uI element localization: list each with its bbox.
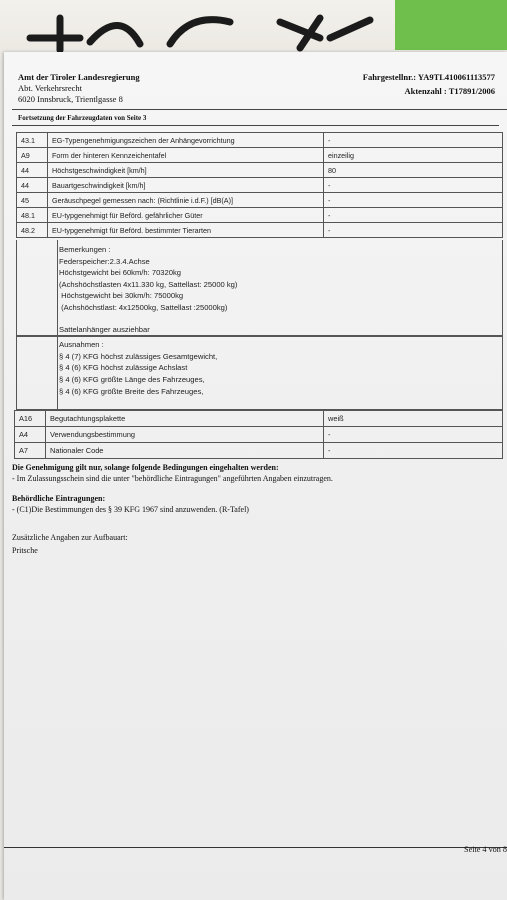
cell-value: weiß: [324, 411, 503, 427]
list-item: § 4 (6) KFG höchst zulässige Achslast: [59, 363, 188, 373]
table-row: [17, 193, 503, 208]
list-item: § 4 (7) KFG höchst zulässiges Gesamtgewicht,: [59, 351, 218, 361]
list-item: Federspeicher:2.3.4.Achse: [59, 256, 150, 266]
cell-label: Höchstgeschwindigkeit [km/h]: [48, 163, 324, 178]
cell-label: Bauartgeschwindigkeit [km/h]: [48, 178, 324, 193]
table-row: [15, 443, 503, 459]
table-row: [15, 411, 503, 427]
cell-code: 43.1: [17, 133, 48, 148]
cell-code: A7: [15, 443, 46, 459]
additional-heading: Zusätzliche Angaben zur Aufbauart:: [12, 533, 128, 542]
official-text: - (C1)Die Bestimmungen des § 39 KFG 1967 sind anzuwenden. (R-Tafel): [12, 505, 249, 514]
list-item: Ausnahmen :: [59, 340, 104, 349]
list-item: Höchstgewicht bei 60km/h: 70320kg: [59, 268, 181, 277]
cell-code: 48.2: [17, 223, 48, 238]
cell-label: Begutachtungsplakette: [46, 411, 324, 427]
cell-value: -: [324, 427, 503, 443]
cell-label: EG-Typengenehmigungszeichen der Anhängevorrichtung: [48, 133, 324, 148]
official-heading: Behördliche Eintragungen:: [12, 494, 106, 503]
page-number: Seite 4 von 8: [464, 845, 507, 854]
cell-label: EU-typgenehmigt für Beförd. gefährlicher Güter: [48, 208, 324, 223]
header-reference-block: [363, 72, 495, 97]
cell-value: einzeilig: [324, 148, 503, 163]
code-column-divider: [57, 337, 58, 409]
list-item: Sattelanhänger ausziehbar: [59, 325, 150, 334]
footer-divider: [4, 847, 507, 848]
list-item: (Achshöchstlast: 4x12500kg, Sattellast :25000kg): [59, 302, 228, 312]
cell-value: -: [324, 193, 503, 208]
cell-label: Geräuschpegel gemessen nach: (Richtlinie i.d.F.) [dB(A)]: [48, 193, 324, 208]
file-label: Aktenzahl :: [404, 86, 447, 96]
table-row: [17, 133, 503, 148]
list-item: Bemerkungen :: [59, 245, 111, 254]
cell-code: 45: [17, 193, 48, 208]
exceptions-box: [16, 336, 503, 410]
cell-value: 80: [324, 163, 503, 178]
table-row: [17, 163, 503, 178]
cell-value: -: [324, 443, 503, 459]
cell-label: Nationaler Code: [46, 443, 324, 459]
table-row: [17, 148, 503, 163]
exceptions-list: [59, 339, 217, 398]
cell-label: Form der hinteren Kennzeichentafel: [48, 148, 324, 163]
vin-label: Fahrgestellnr.:: [362, 72, 417, 82]
vehicle-data-table-2: [14, 410, 503, 459]
address: 6020 Innsbruck, Trientlgasse 8: [18, 94, 123, 104]
code-column-divider: [57, 240, 58, 335]
file-value: T17891/2006: [448, 86, 495, 96]
cell-code: 44: [17, 178, 48, 193]
table-row: [17, 178, 503, 193]
authority-name: Amt der Tiroler Landesregierung: [18, 72, 140, 82]
green-object: [395, 0, 507, 50]
list-item: § 4 (6) KFG größte Breite des Fahrzeuges,: [59, 386, 204, 396]
section-title: Fortsetzung der Fahrzeugdaten von Seite 3: [18, 114, 147, 122]
cell-value: -: [324, 223, 503, 238]
table-row: [17, 208, 503, 223]
list-item: Höchstgewicht bei 30km/h: 75000kg: [59, 291, 184, 300]
cell-label: EU-typgenehmigt für Beförd. bestimmter Tierarten: [48, 223, 324, 238]
cell-value: -: [324, 208, 503, 223]
vin-value: YA9TL410061113577: [417, 72, 495, 82]
table-row: [15, 427, 503, 443]
cell-label: Verwendungsbestimmung: [46, 427, 324, 443]
document-page: [4, 52, 507, 900]
handwriting-scribble: [20, 8, 380, 52]
conditions-heading: Die Genehmigung gilt nur, solange folgende Bedingungen eingehalten werden:: [12, 463, 279, 472]
header-divider: [12, 109, 507, 110]
cell-code: 48.1: [17, 208, 48, 223]
background-document: [0, 0, 507, 60]
cell-code: 44: [17, 163, 48, 178]
cell-value: -: [324, 178, 503, 193]
department: Abt. Verkehrsrecht: [18, 83, 83, 93]
list-item: § 4 (6) KFG größte Länge des Fahrzeuges,: [59, 375, 205, 385]
list-item: [59, 313, 237, 324]
remarks-box: [16, 240, 503, 336]
header-authority-block: [18, 72, 140, 105]
remarks-list: [59, 244, 237, 336]
section-divider: [12, 125, 499, 126]
cell-value: -: [324, 133, 503, 148]
cell-code: A9: [17, 148, 48, 163]
cell-code: A4: [15, 427, 46, 443]
cell-code: A16: [15, 411, 46, 427]
vehicle-data-table: [16, 132, 503, 238]
list-item: (Achshöchstlasten 4x11.330 kg, Sattellast: 25000 kg): [59, 279, 238, 289]
conditions-text: - Im Zulassungsschein sind die unter "behördliche Eintragungen" angeführten Angaben einzutragen.: [12, 474, 333, 483]
additional-text: Pritsche: [12, 546, 38, 555]
table-row: [17, 223, 503, 238]
